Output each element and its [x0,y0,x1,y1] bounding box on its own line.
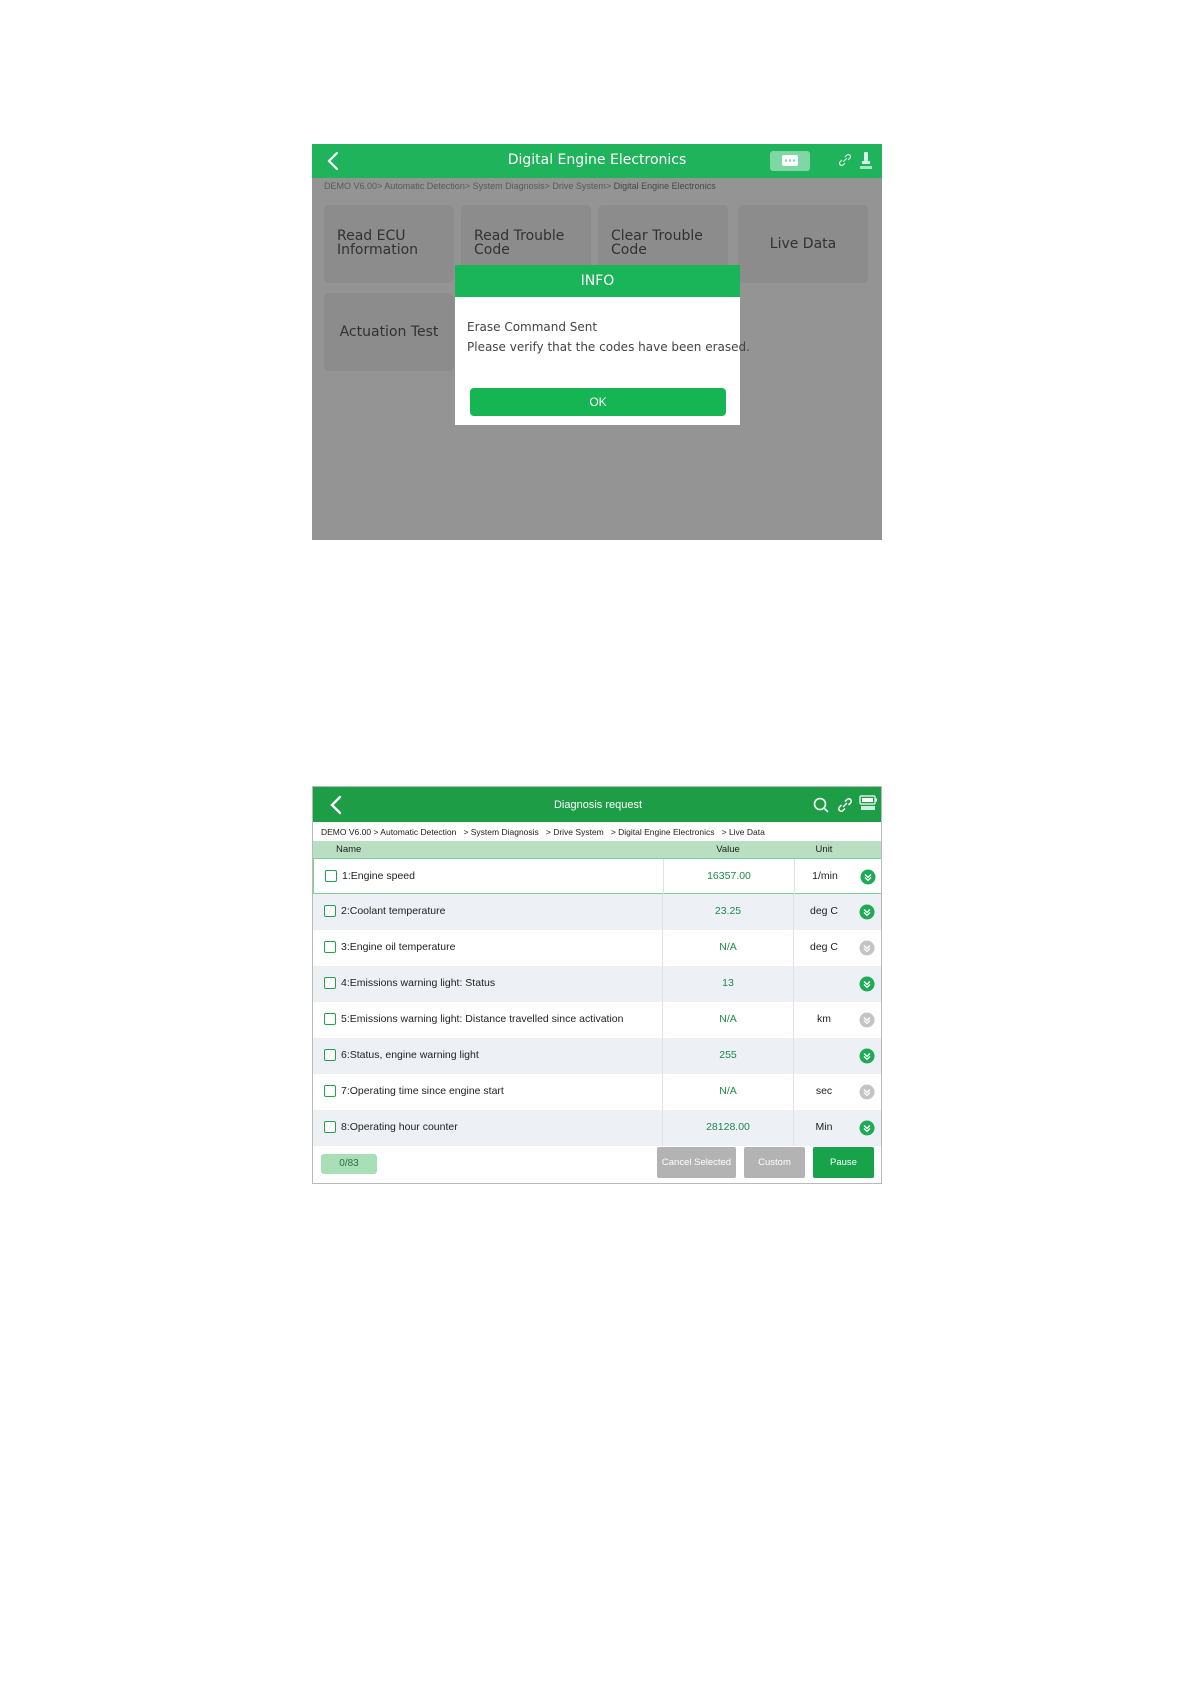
breadcrumb: DEMO V6.00 > Automatic Detection > System Diagnosis > Drive System > Digital Engine Electronics > Live Data [321,827,765,837]
info-dialog [455,265,750,425]
table-row[interactable] [313,1074,882,1110]
custom-button[interactable]: Custom [744,1147,805,1178]
link-icon[interactable] [837,797,853,813]
selection-count: 0/83 [321,1154,377,1174]
table-row[interactable] [313,966,882,1002]
pause-button[interactable]: Pause [813,1147,874,1178]
chevron-down-icon[interactable] [859,1084,875,1100]
chat-icon [770,151,810,171]
table-row[interactable] [313,930,882,966]
dialog-message-line-1: Erase Command Sent [467,320,598,334]
table-header [313,841,882,858]
row-checkbox[interactable] [324,905,336,917]
chevron-down-icon[interactable] [859,1012,875,1028]
chevron-down-icon[interactable] [859,1120,875,1136]
row-unit: sec [815,1085,833,1097]
cancel-selected-button[interactable]: Cancel Selected [657,1147,736,1178]
row-value: 16357.00 [707,870,751,882]
column-header-value: Value [716,844,740,855]
page-title: Digital Engine Electronics [507,152,687,168]
search-icon[interactable] [812,796,830,814]
dialog-message-line-2: Please verify that the codes have been erased. [467,340,750,354]
app-header [312,144,882,178]
row-name: 4:Emissions warning light: Status [341,977,496,989]
table-row[interactable] [313,1038,882,1074]
row-checkbox[interactable] [324,1013,336,1025]
row-name: 3:Engine oil temperature [341,941,456,953]
column-header-unit: Unit [815,844,833,855]
page-title: Diagnosis request [553,799,643,811]
message-button[interactable] [770,151,810,171]
row-name: 2:Coolant temperature [341,905,446,917]
row-checkbox[interactable] [324,1085,336,1097]
row-checkbox[interactable] [324,977,336,989]
chevron-down-icon[interactable] [860,869,876,885]
live-data-table [313,858,882,1146]
row-name: 6:Status, engine warning light [341,1049,479,1061]
row-checkbox[interactable] [324,1049,336,1061]
footer-bar [313,1144,882,1184]
row-name: 1:Engine speed [342,870,415,882]
screenshot-live-data [312,786,882,1184]
tile-clear-trouble-code[interactable]: Clear Trouble Code [598,205,728,283]
row-value: N/A [719,941,737,953]
tile-live-data[interactable]: Live Data [738,205,868,283]
breadcrumb-current: Digital Engine Electronics [613,181,716,191]
row-checkbox[interactable] [325,870,337,882]
breadcrumb: DEMO V6.00> Automatic Detection> System Diagnosis> Drive System> Digital Engine Electronics [324,181,716,191]
chevron-down-icon[interactable] [859,904,875,920]
row-name: 5:Emissions warning light: Distance travelled since activation [341,1013,624,1025]
column-header-name: Name [336,844,362,855]
tile-read-ecu-information[interactable]: Read ECU Information [324,205,454,283]
ok-button[interactable]: OK [470,388,726,416]
tile-actuation-test[interactable]: Actuation Test [324,293,454,371]
row-unit: deg C [809,905,839,917]
table-row[interactable] [313,1110,882,1146]
battery-icon [859,794,879,812]
screenshot-clear-codes [312,144,882,540]
row-value: 255 [719,1049,737,1061]
table-row[interactable] [313,894,882,930]
row-value: 28128.00 [706,1121,750,1133]
table-row[interactable] [313,858,882,894]
row-name: 7:Operating time since engine start [341,1085,504,1097]
row-value: N/A [719,1013,737,1025]
app-header [313,787,882,822]
row-unit: km [817,1013,831,1025]
row-checkbox[interactable] [324,941,336,953]
row-checkbox[interactable] [324,1121,336,1133]
row-unit: deg C [809,941,839,953]
vci-battery-icon [859,151,873,171]
row-value: N/A [719,1085,737,1097]
chevron-down-icon[interactable] [859,1048,875,1064]
dialog-title: INFO [455,265,740,297]
row-unit: 1/min [812,870,838,882]
chevron-down-icon[interactable] [859,976,875,992]
link-icon[interactable] [838,153,852,167]
row-value: 23.25 [714,905,742,917]
table-row[interactable] [313,1002,882,1038]
row-name: 8:Operating hour counter [341,1121,458,1133]
row-unit: Min [815,1121,833,1133]
tile-read-trouble-code[interactable]: Read Trouble Code [461,205,591,283]
row-value: 13 [722,977,734,989]
chevron-down-icon[interactable] [859,940,875,956]
